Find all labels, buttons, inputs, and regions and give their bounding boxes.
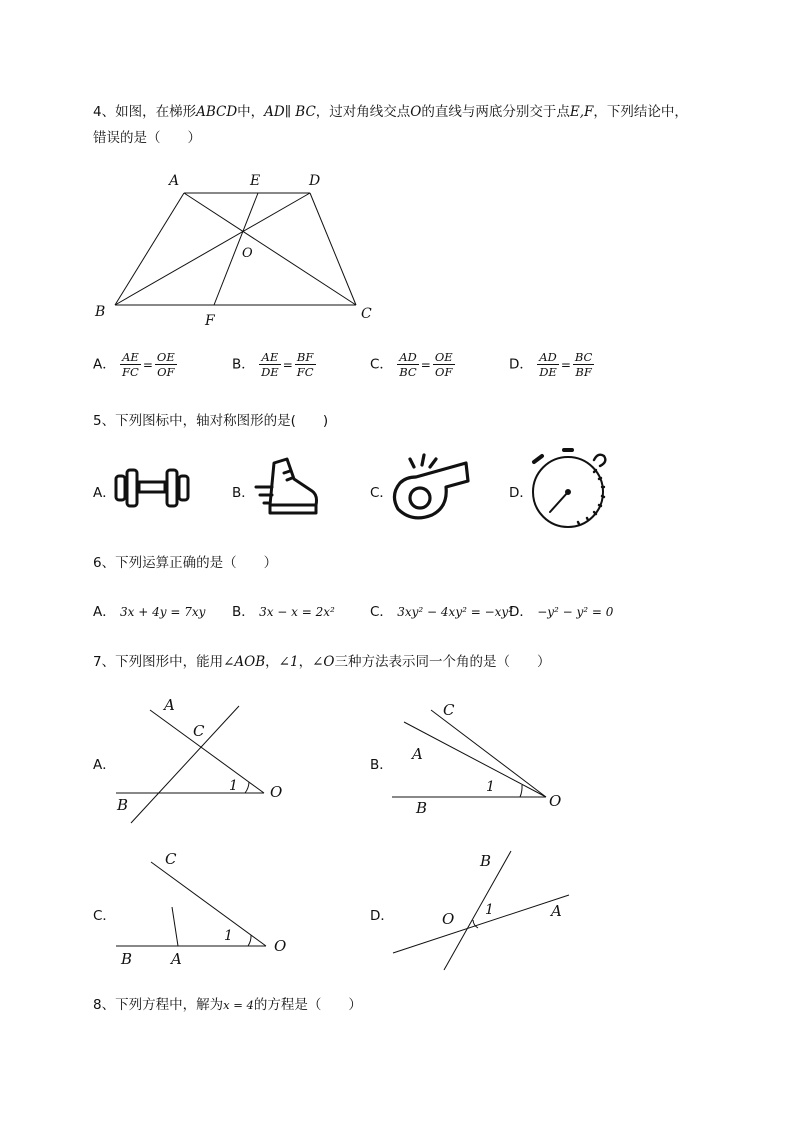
fig-a-label-b: B [117, 796, 129, 814]
option-letter: B． [232, 356, 255, 373]
option-letter: B． [370, 757, 393, 773]
option-letter: D． [509, 356, 533, 373]
q4-text-e: ，下列结论中， [593, 104, 688, 120]
fig-b-angle-arc [520, 785, 522, 797]
q8-text-a: 8、下列方程中，解为 [93, 997, 224, 1013]
fraction-2: $\frac{BF}{FC}$ [296, 350, 314, 379]
fraction-1: $\frac{AD}{BC}$ [399, 350, 417, 379]
fig-c-label-b: B [121, 950, 133, 968]
fig-a-angle-arc [245, 782, 249, 793]
label-o: O [242, 246, 253, 261]
option-expression: 3xy² − 4xy² = −xy² [397, 605, 513, 619]
fig-b-ray-oa [404, 722, 546, 797]
q4-text-b: 中， [237, 104, 265, 120]
fig-c-label-1: 1 [224, 928, 233, 944]
fig-b-label-o: O [549, 792, 562, 810]
label-d: D [309, 173, 321, 189]
q4-text-c: ，过对角线交点 [315, 104, 411, 120]
label-f: F [205, 313, 215, 329]
fig-d-label-1: 1 [485, 902, 494, 918]
fig-a-ray-oa [150, 710, 264, 793]
option-letter: C． [370, 604, 393, 620]
q7-text-b: 三种方法表示同一个角的是（ ） [334, 654, 551, 670]
option-expression: −y² − y² = 0 [537, 605, 614, 619]
q4-option-b[interactable]: B． $\frac{AE}{DE}$ = $\frac{BF}{FC}$ [232, 350, 314, 379]
q4-option-a[interactable]: A． $\frac{AE}{FC}$ = $\frac{OE}{OF}$ [93, 350, 175, 379]
option-letter: C． [370, 485, 393, 501]
option-letter: C． [370, 356, 393, 373]
q4-var-ad-bc: AD∥ BC [264, 104, 316, 120]
q4-var-ef: E,F [569, 104, 594, 120]
option-expression: 3x + 4y = 7xy [120, 605, 206, 619]
fig-b-label-c: C [443, 701, 455, 719]
fig-b-label-a: A [412, 745, 423, 763]
fraction-2: $\frac{BC}{BF}$ [574, 350, 593, 379]
option-letter: A． [93, 356, 116, 373]
fig-b-label-b: B [416, 799, 428, 817]
q8-var-x4: x = 4 [223, 998, 254, 1012]
option-letter: B． [232, 604, 255, 620]
option-letter: D． [509, 604, 533, 620]
q4-text-a: 4、如图，在梯形 [93, 104, 197, 120]
q7-sep-2: ， [298, 654, 313, 670]
fraction-2: $\frac{OE}{OF}$ [156, 350, 175, 379]
option-letter: A． [93, 604, 116, 620]
fraction-1: $\frac{AD}{DE}$ [539, 350, 557, 379]
q4-option-d[interactable]: D． $\frac{AD}{DE}$ = $\frac{BC}{BF}$ [509, 350, 593, 379]
q7-var-aob: ∠AOB [223, 654, 266, 670]
fig-a-label-c: C [193, 722, 205, 740]
fig-c-segment-a [172, 907, 178, 946]
option-letter: D． [370, 908, 394, 924]
q8-stem [93, 993, 362, 1013]
q6-stem: 6、下列运算正确的是（ ） [93, 555, 278, 571]
fraction-2: $\frac{OE}{OF}$ [434, 350, 453, 379]
fig-a-label-o: O [270, 783, 283, 801]
option-letter: D． [509, 485, 533, 501]
fraction-1: $\frac{AE}{FC}$ [122, 350, 139, 379]
fig-b-label-1: 1 [486, 779, 495, 795]
option-letter: A． [93, 757, 116, 773]
label-e: E [250, 173, 261, 189]
fig-c-ray-oc [151, 862, 266, 946]
fig-d-label-o: O [442, 910, 455, 928]
q8-text-b: 的方程是（ ） [253, 997, 362, 1013]
fig-d-label-b: B [480, 852, 492, 870]
fig-a-cross-line [131, 706, 239, 823]
q4-text-d: 的直线与两底分别交于点 [421, 104, 570, 120]
fig-d-label-a: A [551, 902, 562, 920]
option-expression: 3x − x = 2x² [259, 605, 335, 619]
q4-var-abcd: ABCD [196, 104, 238, 120]
q7-sep-1: ， [265, 654, 279, 670]
fig-a-label-1: 1 [229, 778, 238, 794]
fraction-1: $\frac{AE}{DE}$ [261, 350, 279, 379]
fig-c-label-a: A [171, 950, 182, 968]
label-c: C [361, 306, 372, 322]
q4-var-o: O [410, 104, 422, 120]
option-letter: A． [93, 485, 116, 501]
option-letter: C． [93, 908, 116, 924]
q4-line2: 错误的是（ ） [93, 130, 201, 146]
q7-var-1: ∠1 [278, 654, 299, 670]
option-letter: B． [232, 485, 255, 501]
q7-var-o: ∠O [312, 654, 335, 670]
fig-c-label-c: C [165, 850, 177, 868]
q4-option-c[interactable]: C． $\frac{AD}{BC}$ = $\frac{OE}{OF}$ [370, 350, 453, 379]
q7-text-a: 7、下列图形中，能用 [93, 654, 224, 670]
q5-stem: 5、下列图标中，轴对称图形的是( ) [93, 413, 329, 429]
label-b: B [95, 304, 106, 320]
label-a: A [169, 173, 180, 189]
fig-c-label-o: O [274, 937, 287, 955]
fig-a-label-a: A [164, 696, 175, 714]
fig-c-angle-arc [248, 935, 251, 946]
